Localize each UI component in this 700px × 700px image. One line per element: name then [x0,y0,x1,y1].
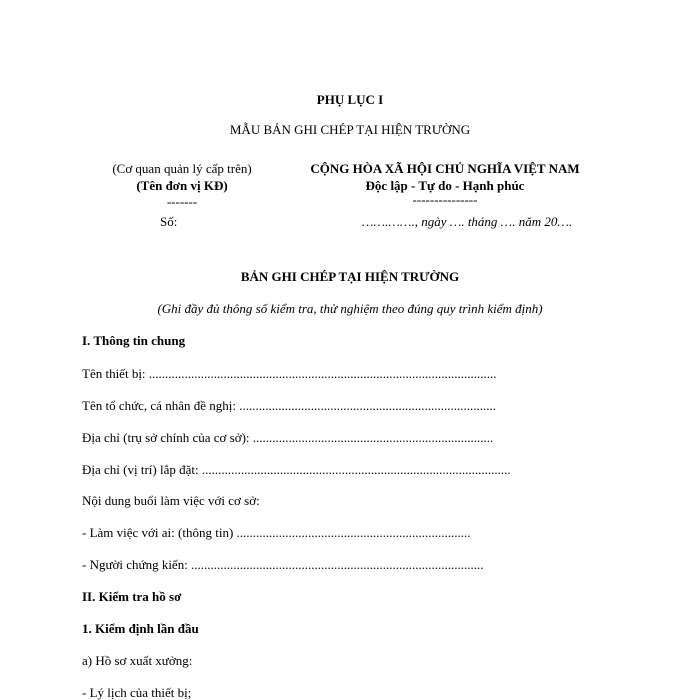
item-device-history: - Lý lịch của thiết bị; [82,685,192,700]
field-meeting-content: Nội dung buổi làm việc với cơ sở: [82,493,260,508]
form-title: MẪU BẢN GHI CHÉP TẠI HIỆN TRƯỜNG [229,122,471,137]
field-device-name: Tên thiết bị: ........................................................................................................... [82,366,497,381]
field-requester-name: Tên tổ chức, cá nhân đề nghị: ............................................................................... [82,398,496,413]
field-working-with: - Làm việc với ai: (thông tin) ........................................................................ [82,525,471,540]
appendix-title: PHỤ LỤC I [316,92,384,107]
nation-title: CỘNG HÒA XÃ HỘI CHỦ NGHĨA VIỆT NAM [310,161,580,176]
document-subtitle: (Ghi đầy đủ thông số kiểm tra, thử nghiệm theo đúng quy trình kiểm định) [157,301,543,316]
field-witness: - Người chứng kiến: .......................................................................................... [82,557,484,572]
document-number: Số: [160,214,178,229]
left-divider: ------- [166,194,198,209]
right-divider: --------------- [412,192,478,207]
section-records-check-heading: II. Kiểm tra hồ sơ [82,589,182,604]
initial-inspection-heading: 1. Kiểm định lần đầu [82,621,199,636]
field-installation-address: Địa chỉ (vị trí) lắp đặt: ............................................................................................... [82,462,511,477]
nation-motto: Độc lập - Tự do - Hạnh phúc [365,178,525,193]
date-line: …….……., ngày …. tháng …. năm 20…. [362,214,573,229]
field-head-office-address: Địa chỉ (trụ sở chính của cơ sở): .......................................................................... [82,430,494,445]
unit-name: (Tên đơn vị KĐ) [136,178,228,193]
section-general-info-heading: I. Thông tin chung [82,333,186,348]
agency-name: (Cơ quan quản lý cấp trên) [112,161,252,176]
item-factory-records: a) Hồ sơ xuất xưởng: [82,653,193,668]
document-title: BẢN GHI CHÉP TẠI HIỆN TRƯỜNG [240,269,460,284]
